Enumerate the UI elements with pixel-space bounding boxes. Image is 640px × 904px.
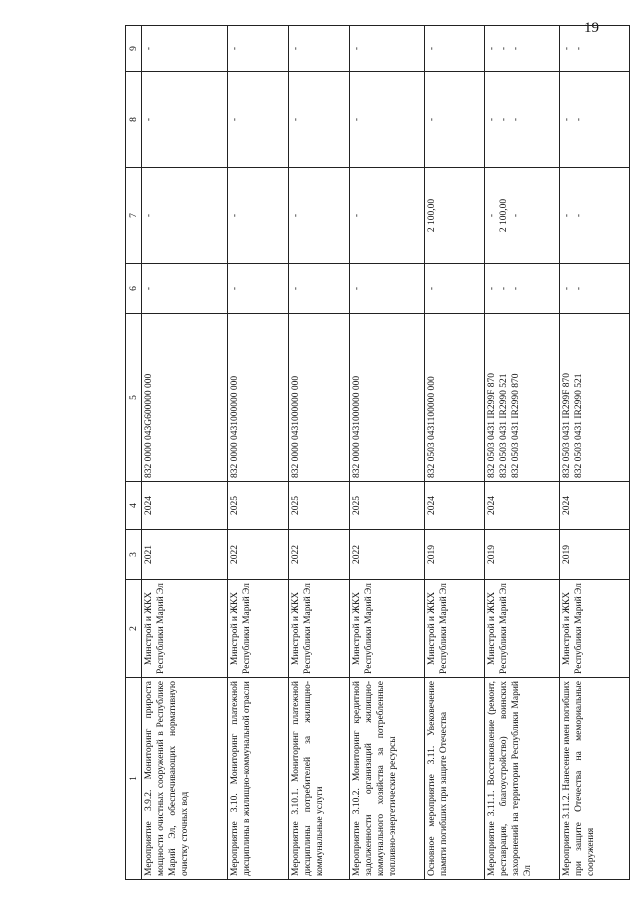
col6-cell-line: - bbox=[561, 286, 572, 291]
rotated-table-container bbox=[125, 26, 630, 880]
col6-cell bbox=[559, 264, 629, 314]
col9-cell-line: - bbox=[351, 46, 362, 51]
end-year-cell: 2024 bbox=[559, 482, 629, 530]
end-year-cell: 2024 bbox=[485, 482, 560, 530]
table-row bbox=[424, 26, 485, 880]
table-row bbox=[289, 26, 350, 880]
col9-cell bbox=[559, 26, 629, 72]
col9-cell-line: - bbox=[144, 46, 154, 51]
col8-cell bbox=[349, 72, 424, 168]
col8-cell bbox=[228, 72, 289, 168]
start-year-cell: 2022 bbox=[349, 530, 424, 580]
col7-cell-line: - bbox=[144, 213, 154, 218]
event-name-cell: Мероприятие 3.10. Мониторинг платежной дисциплины в жилищно-коммунальной отрасли bbox=[228, 678, 289, 880]
event-name-cell: Основное мероприятие 3.11. Увековечение памяти погибших при защите Отечества bbox=[424, 678, 485, 880]
event-name-cell: Мероприятие 3.10.1. Мониторинг платежной дисциплины потребителей за жилищно-коммунальные услуги bbox=[289, 678, 350, 880]
table-row bbox=[485, 26, 560, 880]
table-body bbox=[142, 26, 630, 880]
executor-cell: Минстрой и ЖКХ Республики Марий Эл bbox=[142, 580, 228, 678]
col9-cell-line: - bbox=[426, 46, 437, 51]
col-header-1: 1 bbox=[126, 678, 142, 880]
col7-cell bbox=[485, 168, 560, 264]
col9-cell bbox=[424, 26, 485, 72]
budget-code-cell-line: 832 0503 0431 IR2990 870 bbox=[511, 373, 522, 478]
col-header-4: 4 bbox=[126, 482, 142, 530]
col7-cell-line: - bbox=[487, 213, 498, 218]
start-year-cell: 2022 bbox=[228, 530, 289, 580]
start-year-cell: 2022 bbox=[289, 530, 350, 580]
col-header-8: 8 bbox=[126, 72, 142, 168]
program-table bbox=[125, 25, 630, 880]
table-row bbox=[559, 26, 629, 880]
executor-cell: Минстрой и ЖКХ Республики Марий Эл bbox=[289, 580, 350, 678]
budget-code-cell-line: 832 0503 0431 IR299F 870 bbox=[487, 372, 498, 478]
end-year-cell: 2025 bbox=[289, 482, 350, 530]
col6-cell-line: - bbox=[351, 286, 362, 291]
col8-cell-line: - bbox=[351, 117, 362, 122]
col-header-3: 3 bbox=[126, 530, 142, 580]
col8-cell-line: - bbox=[561, 117, 572, 122]
col7-cell-line: - bbox=[573, 213, 584, 218]
end-year-cell: 2025 bbox=[228, 482, 289, 530]
end-year-cell: 2024 bbox=[142, 482, 228, 530]
col7-cell bbox=[142, 168, 228, 264]
start-year-cell: 2019 bbox=[485, 530, 560, 580]
col8-cell-line: - bbox=[499, 117, 510, 122]
end-year-cell: 2024 bbox=[424, 482, 485, 530]
col9-cell-line: - bbox=[487, 46, 498, 51]
col8-cell-line: - bbox=[426, 117, 437, 122]
budget-code-cell-line: 832 0503 0431 IR299F 870 bbox=[561, 372, 572, 478]
col8-cell-line: - bbox=[230, 117, 241, 122]
col6-cell-line: - bbox=[511, 286, 522, 291]
col9-cell-line: - bbox=[499, 46, 510, 51]
budget-code-cell-line: 832 0000 043G600000 000 bbox=[144, 373, 154, 478]
col7-cell-line: - bbox=[511, 213, 522, 218]
budget-code-cell bbox=[349, 314, 424, 482]
col-header-5: 5 bbox=[126, 314, 142, 482]
col6-cell bbox=[289, 264, 350, 314]
col9-cell-line: - bbox=[511, 46, 522, 51]
col9-cell bbox=[485, 26, 560, 72]
budget-code-cell-line: 832 0000 0431000000 000 bbox=[291, 375, 302, 478]
col6-cell-line: - bbox=[426, 286, 437, 291]
executor-cell: Минстрой и ЖКХ Республики Марий Эл bbox=[485, 580, 560, 678]
col7-cell bbox=[289, 168, 350, 264]
col7-cell-line: - bbox=[291, 213, 302, 218]
col9-cell-line: - bbox=[561, 46, 572, 51]
col-header-6: 6 bbox=[126, 264, 142, 314]
start-year-cell: 2019 bbox=[559, 530, 629, 580]
budget-code-cell bbox=[559, 314, 629, 482]
col8-cell-line: - bbox=[573, 117, 584, 122]
col9-cell bbox=[349, 26, 424, 72]
col8-cell bbox=[424, 72, 485, 168]
start-year-cell: 2021 bbox=[142, 530, 228, 580]
table-row bbox=[228, 26, 289, 880]
budget-code-cell bbox=[228, 314, 289, 482]
col9-cell bbox=[142, 26, 228, 72]
col7-cell-line: - bbox=[561, 213, 572, 218]
col8-cell bbox=[485, 72, 560, 168]
executor-cell: Минстрой и ЖКХ Республики Марий Эл bbox=[559, 580, 629, 678]
col6-cell bbox=[424, 264, 485, 314]
budget-code-cell bbox=[289, 314, 350, 482]
col8-cell-line: - bbox=[487, 117, 498, 122]
col-header-2: 2 bbox=[126, 580, 142, 678]
col6-cell-line: - bbox=[573, 286, 584, 291]
col8-cell-line: - bbox=[144, 117, 154, 122]
event-name-cell: Мероприятие 3.11.2. Нанесение имен погибших при защите Отечества на мемориальные сооружения bbox=[559, 678, 629, 880]
table-row bbox=[349, 26, 424, 880]
event-name-cell: Мероприятие 3.10.2. Мониторинг кредитной задолженности организаций жилищно-коммунального хозяйства за потребленные топливно-энергетические ресурсы bbox=[349, 678, 424, 880]
col7-cell-line: 2 100,00 bbox=[426, 198, 437, 233]
executor-cell: Минстрой и ЖКХ Республики Марий Эл bbox=[349, 580, 424, 678]
budget-code-cell-line: 832 0503 0431 IR2990 521 bbox=[499, 373, 510, 478]
col6-cell bbox=[349, 264, 424, 314]
col-header-7: 7 bbox=[126, 168, 142, 264]
col7-cell bbox=[559, 168, 629, 264]
table-row bbox=[142, 26, 228, 880]
col9-cell-line: - bbox=[573, 46, 584, 51]
executor-cell: Минстрой и ЖКХ Республики Марий Эл bbox=[228, 580, 289, 678]
col6-cell bbox=[228, 264, 289, 314]
start-year-cell: 2019 bbox=[424, 530, 485, 580]
col6-cell-line: - bbox=[144, 286, 154, 291]
budget-code-cell-line: 832 0503 0431100000 000 bbox=[426, 376, 437, 478]
budget-code-cell-line: 832 0000 0431000000 000 bbox=[351, 375, 362, 478]
col8-cell bbox=[559, 72, 629, 168]
col9-cell bbox=[228, 26, 289, 72]
budget-code-cell bbox=[142, 314, 228, 482]
col8-cell bbox=[289, 72, 350, 168]
executor-cell: Минстрой и ЖКХ Республики Марий Эл bbox=[424, 580, 485, 678]
budget-code-cell bbox=[424, 314, 485, 482]
col6-cell-line: - bbox=[487, 286, 498, 291]
end-year-cell: 2025 bbox=[349, 482, 424, 530]
col9-cell bbox=[289, 26, 350, 72]
col9-cell-line: - bbox=[230, 46, 241, 51]
col6-cell bbox=[142, 264, 228, 314]
budget-code-cell-line: 832 0503 0431 IR2990 521 bbox=[573, 373, 584, 478]
event-name-cell: Мероприятие 3.9.2. Мониторинг прироста мощности очистных сооружений в Республике Марий Эл, обеспечивающих нормативную очистку сточных вод bbox=[142, 678, 228, 880]
page-number: 19 bbox=[584, 20, 599, 36]
col7-cell bbox=[424, 168, 485, 264]
col6-cell-line: - bbox=[499, 286, 510, 291]
col9-cell-line: - bbox=[291, 46, 302, 51]
col8-cell-line: - bbox=[511, 117, 522, 122]
budget-code-cell bbox=[485, 314, 560, 482]
col7-cell-line: - bbox=[230, 213, 241, 218]
col7-cell bbox=[228, 168, 289, 264]
col8-cell bbox=[142, 72, 228, 168]
col6-cell-line: - bbox=[291, 286, 302, 291]
event-name-cell: Мероприятие 3.11.1. Восстановление (ремонт, реставрация, благоустройство) воинских захоронений на территории Республики Марий Эл bbox=[485, 678, 560, 880]
col7-cell-line: - bbox=[351, 213, 362, 218]
col7-cell bbox=[349, 168, 424, 264]
header-row bbox=[126, 26, 142, 880]
col6-cell-line: - bbox=[230, 286, 241, 291]
col6-cell bbox=[485, 264, 560, 314]
col7-cell-line: 2 100,00 bbox=[499, 198, 510, 233]
col8-cell-line: - bbox=[291, 117, 302, 122]
col-header-9: 9 bbox=[126, 26, 142, 72]
budget-code-cell-line: 832 0000 0431000000 000 bbox=[230, 375, 241, 478]
